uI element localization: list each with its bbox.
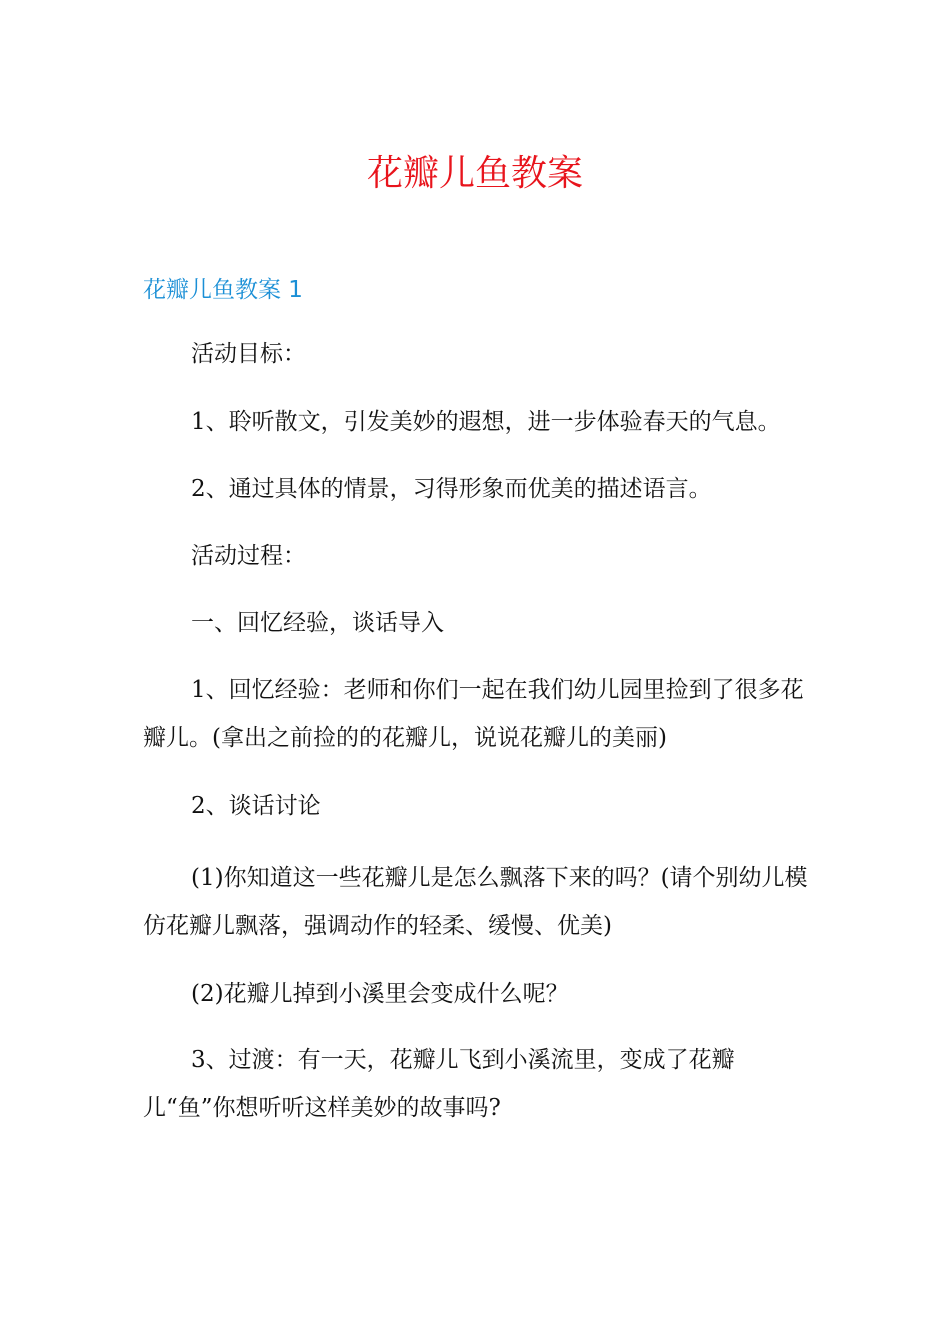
- paragraph-transition: 3、过渡：有一天，花瓣儿飞到小溪流里，变成了花瓣儿“鱼”你想听听这样美妙的故事吗?: [143, 1047, 735, 1121]
- paragraph-question-2: (2)花瓣儿掉到小溪里会变成什么呢？: [191, 981, 569, 1007]
- paragraph-goals-heading: 活动目标：: [191, 341, 306, 367]
- paragraph-goal-1: 1、聆听散文，引发美妙的遐想，进一步体验春天的气息。: [191, 409, 781, 435]
- paragraph-recall-experience: 1、回忆经验：老师和你们一起在我们幼儿园里捡到了很多花瓣儿。(拿出之前捡的的花瓣儿，说说花瓣儿的美丽): [143, 677, 804, 751]
- paragraph-step-1-heading: 一、回忆经验，谈话导入: [191, 610, 444, 636]
- paragraph-discussion: 2、谈话讨论: [191, 793, 321, 819]
- paragraph-question-1: (1)你知道这一些花瓣儿是怎么飘落下来的吗？(请个别幼儿模仿花瓣儿飘落，强调动作的轻柔、缓慢、优美): [143, 865, 808, 939]
- paragraph-goal-2: 2、通过具体的情景，习得形象而优美的描述语言。: [191, 476, 712, 502]
- document-title: 花瓣儿鱼教案: [366, 153, 583, 194]
- section-heading: 花瓣儿鱼教案 1: [143, 277, 303, 303]
- paragraph-process-heading: 活动过程：: [191, 543, 306, 569]
